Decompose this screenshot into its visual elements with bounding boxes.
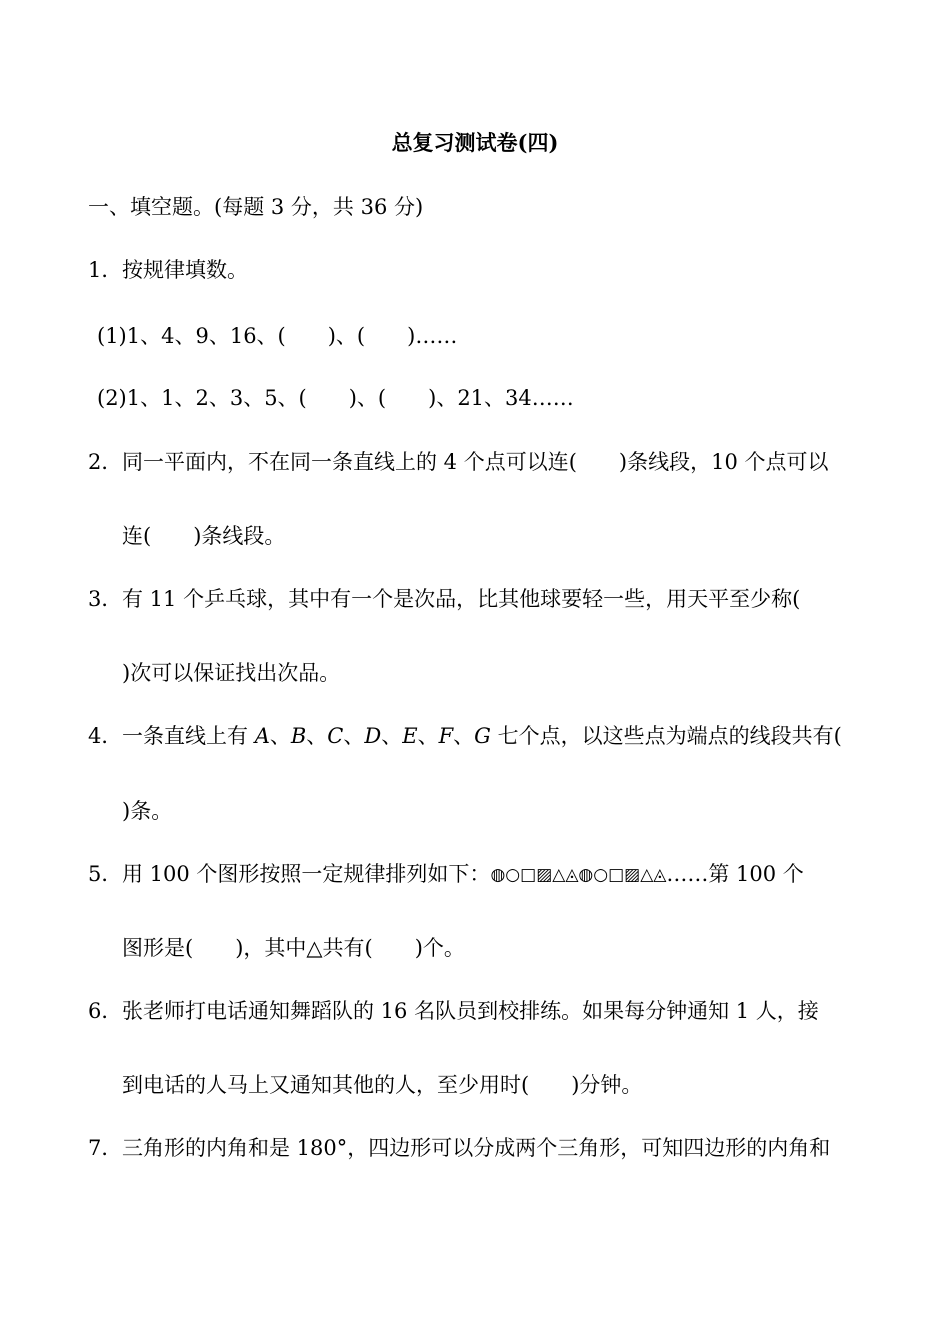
separator: 、 (381, 724, 403, 748)
question-6 (88, 997, 819, 1025)
question-1 (88, 256, 248, 284)
shape-symbol: △ (640, 865, 654, 885)
question-2-continuation: 连( )条线段。 (122, 524, 286, 548)
question-3-continuation: )次可以保证找出次品。 (122, 661, 341, 685)
page-title: 总复习测试卷(四) (391, 130, 559, 155)
question-text: 有 11 个乒乓球，其中有一个是次品，比其他球要轻一些，用天平至少称( (122, 587, 801, 611)
separator: 、 (343, 724, 365, 748)
shape-symbol: ○ (505, 865, 521, 885)
point-labels (255, 724, 491, 748)
point-label: A (254, 724, 270, 748)
separator: 、 (453, 724, 475, 748)
question-3 (88, 585, 800, 613)
question-5 (88, 860, 804, 889)
question-text: 同一平面内，不在同一条直线上的 4 个点可以连( )条线段，10 个点可以 (122, 450, 829, 474)
question-number: 3． (88, 587, 123, 611)
shape-symbol: ◬ (565, 865, 579, 885)
question-text-pre: 用 100 个图形按照一定规律排列如下： (122, 862, 491, 886)
question-number: 6． (88, 999, 123, 1023)
point-label: G (474, 724, 491, 748)
separator: 、 (417, 724, 439, 748)
point-label: C (327, 724, 344, 748)
question-text-post: 七个点，以这些点为端点的线段共有( (490, 724, 842, 748)
shape-symbol: ◍ (490, 865, 506, 885)
shape-sequence (490, 862, 666, 886)
point-label: F (438, 724, 454, 748)
shape-symbol: ▨ (536, 865, 553, 885)
shape-symbol: ○ (593, 865, 609, 885)
point-label: B (290, 724, 307, 748)
question-6-continuation: 到电话的人马上又通知其他的人，至少用时( )分钟。 (122, 1073, 643, 1097)
separator: 、 (269, 724, 291, 748)
question-7 (88, 1134, 830, 1162)
section-heading: 一、填空题。(每题 3 分，共 36 分) (88, 195, 424, 219)
question-4-continuation: )条。 (122, 799, 173, 823)
shape-symbol: □ (608, 865, 625, 885)
question-text: 张老师打电话通知舞蹈队的 16 名队员到校排练。如果每分钟通知 1 人，接 (122, 999, 819, 1023)
shape-symbol: ◍ (578, 865, 594, 885)
question-number: 7． (88, 1136, 123, 1160)
point-label: E (402, 724, 418, 748)
question-number: 2． (88, 450, 123, 474)
question-number: 1． (88, 258, 123, 282)
question-1-part-2: (2)1、1、2、3、5、( )、( )、21、34…… (97, 386, 574, 410)
question-5-continuation: 图形是( )，其中△共有( )个。 (122, 936, 465, 960)
separator: 、 (306, 724, 328, 748)
question-number: 5． (88, 862, 123, 886)
question-1-part-1: (1)1、4、9、16、( )、( )…… (97, 324, 458, 348)
shape-symbol: □ (520, 865, 537, 885)
shape-symbol: ▨ (624, 865, 641, 885)
question-text: 三角形的内角和是 180°，四边形可以分成两个三角形，可知四边形的内角和 (122, 1136, 831, 1160)
shape-symbol: ◬ (653, 865, 667, 885)
question-text: 按规律填数。 (122, 258, 248, 282)
question-2 (88, 448, 829, 476)
question-text-pre: 一条直线上有 (122, 724, 255, 748)
question-number: 4． (88, 724, 123, 748)
question-text-post: ……第 100 个 (666, 862, 804, 886)
question-4 (88, 722, 842, 750)
shape-symbol: △ (552, 865, 566, 885)
point-label: D (364, 724, 382, 748)
